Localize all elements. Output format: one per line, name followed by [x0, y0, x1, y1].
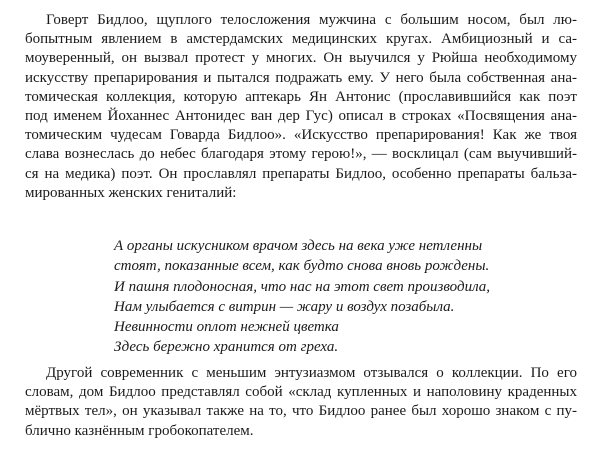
text-line: моуверенный, он вызвал протест у многих. Он выучился у Рюйша необходимому — [25, 50, 577, 67]
paragraph-contemporary-opinion — [25, 364, 577, 441]
text-line: томическая коллекция, которую аптекарь Ян Антонис (прославившийся как поэт — [25, 88, 577, 105]
text-line: томическим чудесам Говарда Бидлоо». «Искусство препарирования! Как же твоя — [25, 127, 577, 144]
poem-line: И пашня плодоносная, что нас на этот свет производила, — [114, 278, 491, 295]
poem-line: стоят, показанные всем, как будто снова вновь рождены. — [114, 258, 490, 275]
text-line: Другой современник с меньшим энтузиазмом отзывался о коллекции. По его — [46, 365, 577, 381]
text-line: словам, дом Бидлоо представлял собой «склад купленных и наполовину краденных — [25, 384, 577, 401]
text-line: ся на медика) поэт. Он прославлял препараты Бидлоо, особенно препараты бальза- — [25, 165, 577, 182]
text-line: бопытным явлением в амстердамских медицинских кругах. Амбициозный и са- — [25, 31, 577, 48]
poem-line: Нам улыбается с витрин — жару и воздух позабыла. — [114, 298, 455, 315]
poem-line: Здесь бережно хранится от греха. — [114, 339, 339, 356]
text-line: блично казнённым гробокопателем. — [25, 422, 254, 439]
text-line: мированных женских гениталий: — [25, 184, 237, 201]
poem-line: Невинности оплот нежней цветка — [114, 319, 339, 336]
poem-quote — [114, 236, 490, 358]
text-line: под именем Йоханнес Антонидес ван дер Гус) описал в строках «Посвящения ана- — [25, 108, 577, 125]
poem-line: А органы искусником врачом здесь на века уже нетленны — [114, 238, 483, 254]
text-line: Говерт Бидлоо, щуплого телосложения мужчина с большим носом, был лю- — [46, 12, 577, 28]
text-line: мёртвых тел», он указывал также на то, что Бидлоо ранее был хорошо знаком с пу- — [25, 403, 577, 420]
text-line: слава вознеслась до небес благодаря этому герою!», — восклицал (сам выучивший- — [25, 146, 577, 163]
text-line: искусству препарирования и пытался подражать ему. У него была собственная ана- — [25, 69, 577, 86]
paragraph-bidloo-intro — [25, 11, 577, 203]
